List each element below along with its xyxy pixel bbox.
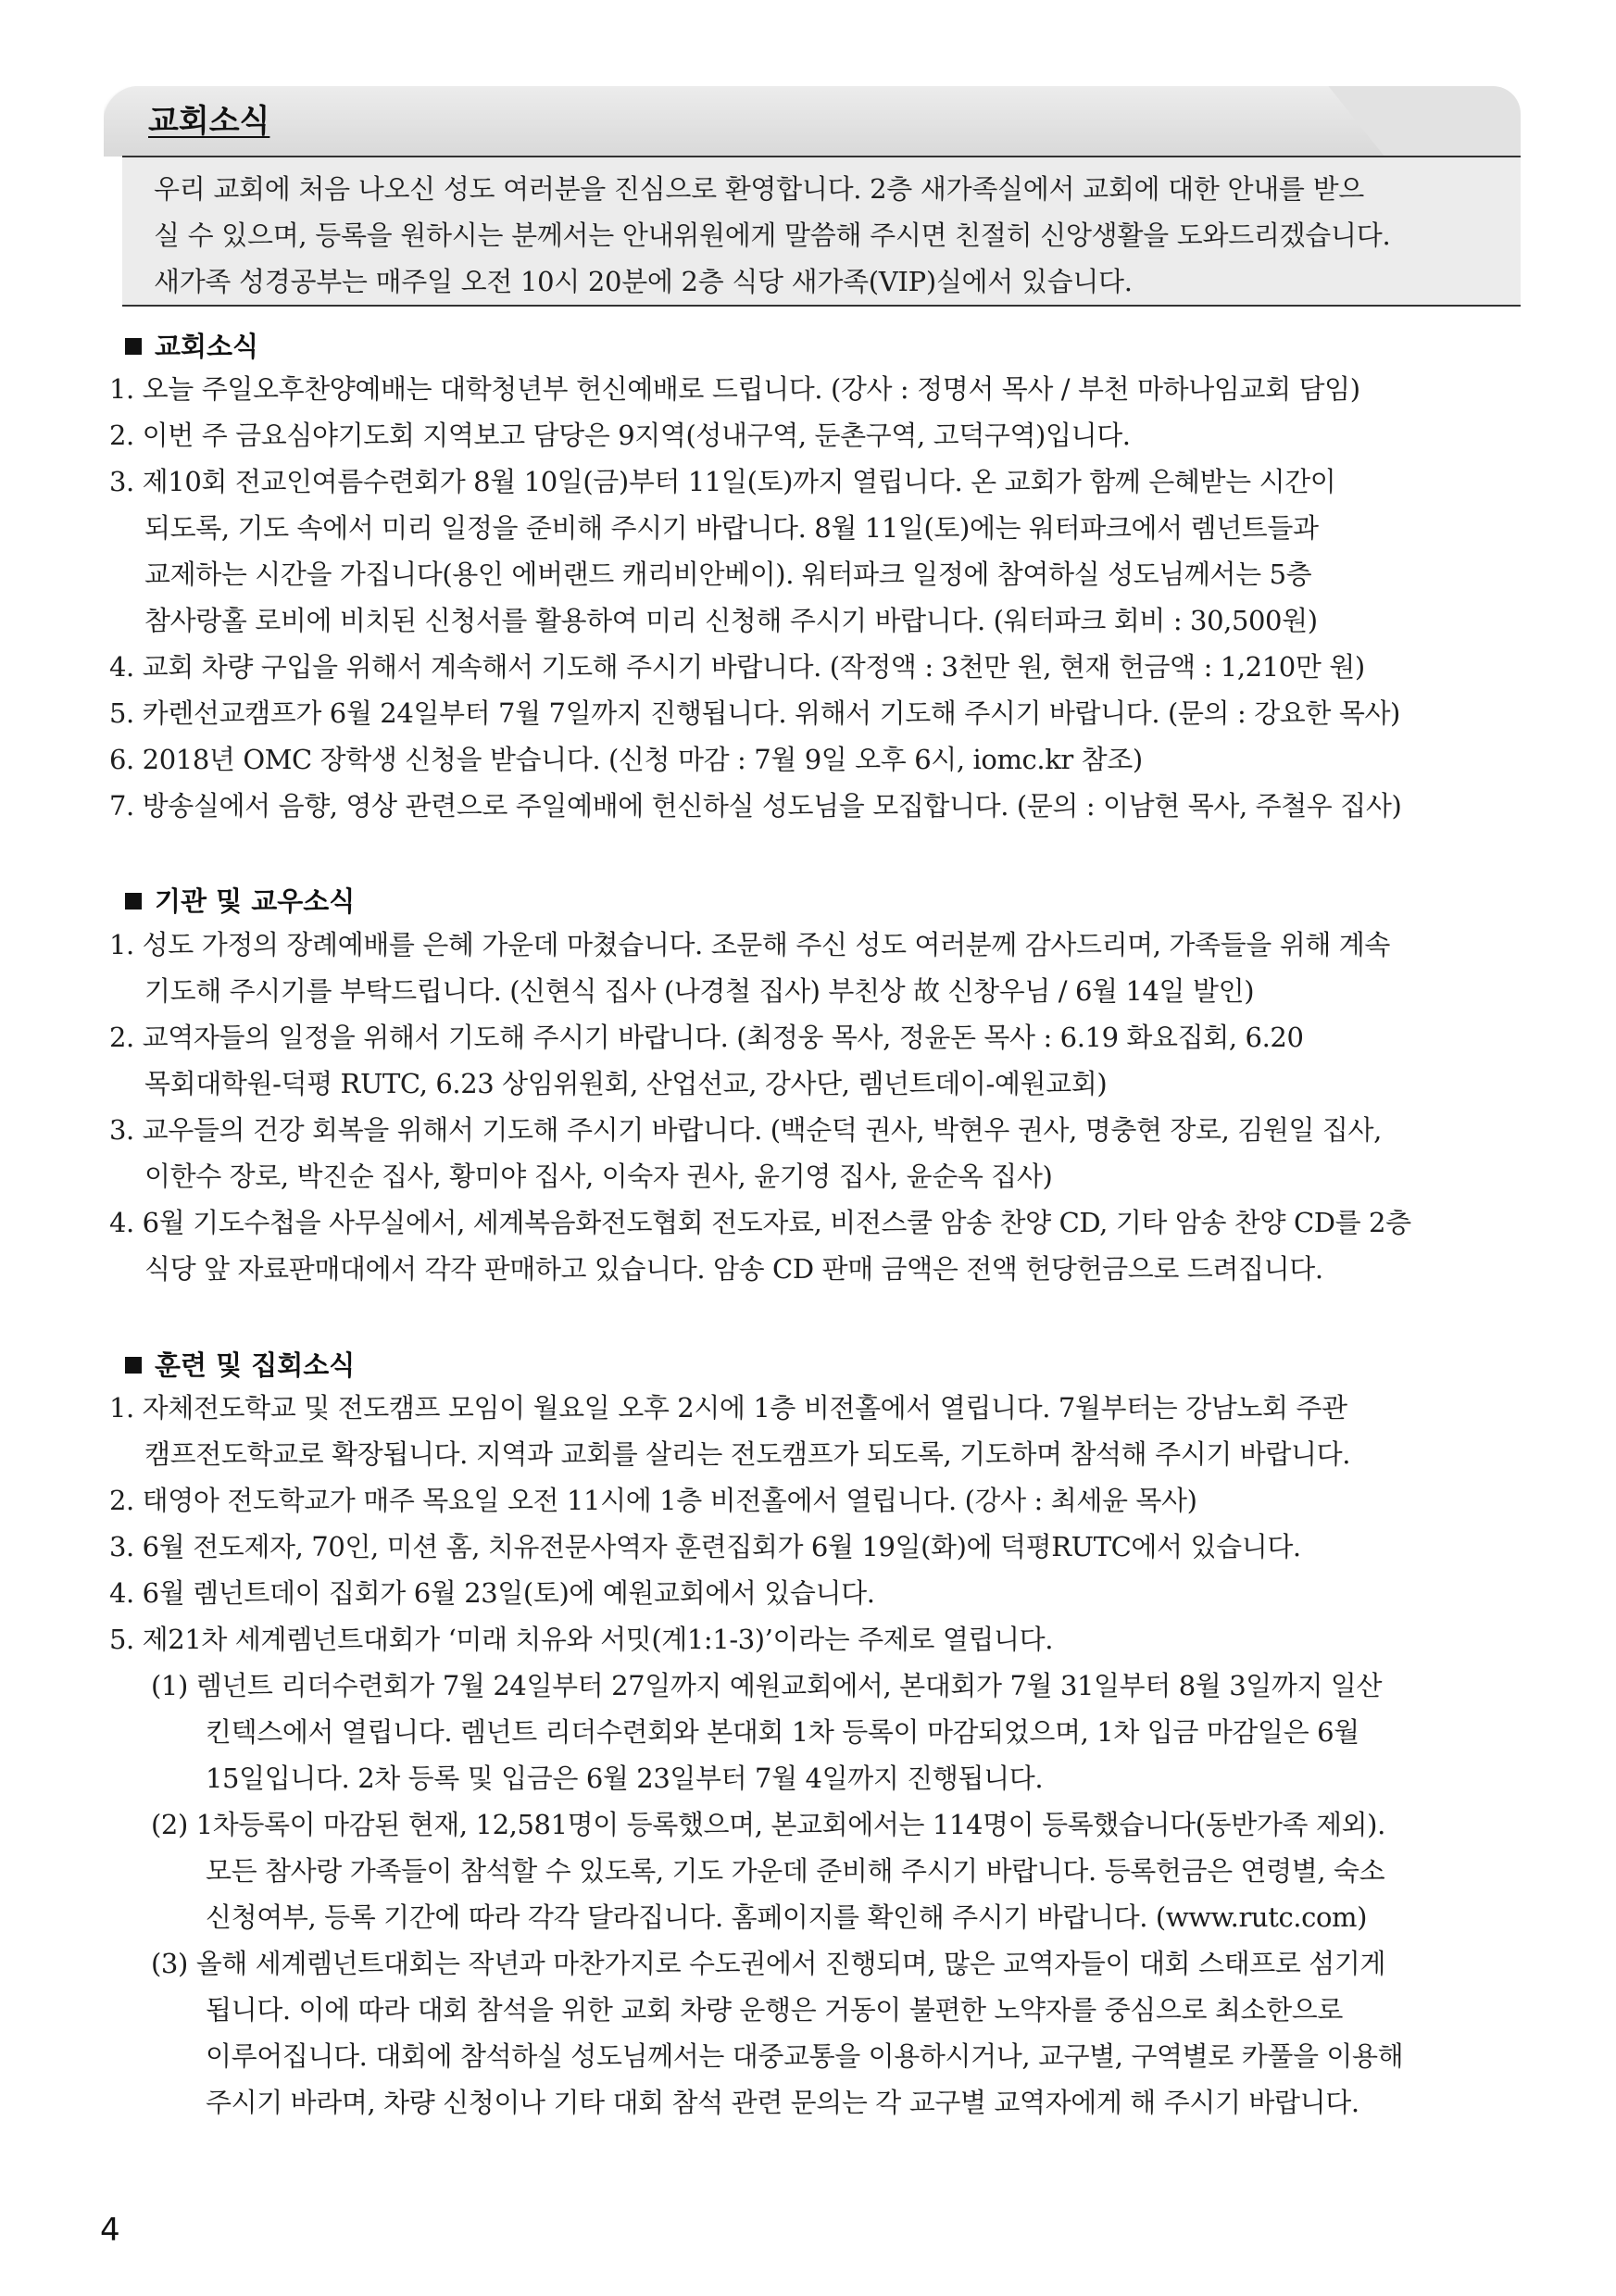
list-item: 3. 제10회 전교인여름수련회가 8월 10일(금)부터 11일(토)까지 열립니다. 온 교회가 함께 은혜받는 시간이: [109, 466, 1336, 497]
list-item-continued: 교제하는 시간을 가집니다(용인 에버랜드 캐리비안베이). 워터파크 일정에 참여하실 성도님께서는 5층: [144, 558, 1312, 590]
header-tab: [104, 86, 1511, 157]
list-item-continued: 캠프전도학교로 확장됩니다. 지역과 교회를 살리는 전도캠프가 되도록, 기도하며 참석해 주시기 바랍니다.: [144, 1438, 1351, 1470]
sub-item-continued: 신청여부, 등록 기간에 따라 각각 달라집니다. 홈페이지를 확인해 주시기 바랍니다. (www.rutc.com): [206, 1901, 1368, 1933]
list-item: 3. 6월 전도제자, 70인, 미션 홈, 치유전문사역자 훈련집회가 6월 19일(화)에 덕평RUTC에서 있습니다.: [109, 1531, 1301, 1562]
welcome-line: 우리 교회에 처음 나오신 성도 여러분을 진심으로 환영합니다. 2층 새가족실에서 교회에 대한 안내를 받으: [154, 173, 1364, 205]
section-title: 훈련 및 집회소식: [155, 1349, 356, 1381]
list-item-continued: 기도해 주시기를 부탁드립니다. (신현식 집사 (나경철 집사) 부친상 故 신창우님 / 6월 14일 발인): [144, 975, 1255, 1007]
list-item-continued: 참사랑홀 로비에 비치된 신청서를 활용하여 미리 신청해 주시기 바랍니다. (워터파크 회비 : 30,500원): [144, 605, 1318, 636]
list-item: 2. 교역자들의 일정을 위해서 기도해 주시기 바랍니다. (최정웅 목사, 정윤돈 목사 : 6.19 화요집회, 6.20: [109, 1022, 1304, 1053]
page-title: 교회소식: [148, 103, 270, 140]
sub-item: (3) 올해 세계렘넌트대회는 작년과 마찬가지로 수도권에서 진행되며, 많은 교역자들이 대회 스태프로 섬기게: [151, 1948, 1386, 1979]
sub-item: (2) 1차등록이 마감된 현재, 12,581명이 등록했으며, 본교회에서는 114명이 등록했습니다(동반가족 제외).: [151, 1809, 1385, 1840]
sub-item-continued: 킨텍스에서 열립니다. 렘넌트 리더수련회와 본대회 1차 등록이 마감되었으며, 1차 입금 마감일은 6월: [206, 1716, 1359, 1748]
list-item: 5. 제21차 세계렘넌트대회가 ‘미래 치유와 서밋(계1:1-3)’이라는 주제로 열립니다.: [109, 1624, 1054, 1655]
section-heading-training-news: [125, 1345, 355, 1383]
list-item: 2. 태영아 전도학교가 매주 목요일 오전 11시에 1층 비전홀에서 열립니다. (강사 : 최세윤 목사): [109, 1485, 1197, 1516]
list-item: 1. 성도 가정의 장례예배를 은혜 가운데 마쳤습니다. 조문해 주신 성도 여러분께 감사드리며, 가족들을 위해 계속: [109, 929, 1390, 960]
list-item: 7. 방송실에서 음향, 영상 관련으로 주일예배에 헌신하실 성도님을 모집합니다. (문의 : 이남현 목사, 주철우 집사): [109, 790, 1402, 822]
list-item: 3. 교우들의 건강 회복을 위해서 기도해 주시기 바랍니다. (백순덕 권사, 박현우 권사, 명충현 장로, 김원일 집사,: [109, 1114, 1382, 1146]
section-heading-member-news: [125, 881, 355, 919]
list-item: 4. 6월 렘넌트데이 집회가 6월 23일(토)에 예원교회에서 있습니다.: [109, 1577, 875, 1609]
section-title: 기관 및 교우소식: [155, 885, 356, 917]
welcome-line: 실 수 있으며, 등록을 원하시는 분께서는 안내위원에게 말씀해 주시면 친절히 신앙생활을 도와드리겠습니다.: [154, 220, 1391, 251]
list-item: 2. 이번 주 금요심야기도회 지역보고 담당은 9지역(성내구역, 둔촌구역, 고덕구역)입니다.: [109, 420, 1131, 451]
sub-item-continued: 이루어집니다. 대회에 참석하실 성도님께서는 대중교통을 이용하시거나, 교구별, 구역별로 카풀을 이용해: [206, 2040, 1404, 2072]
welcome-line: 새가족 성경공부는 매주일 오전 10시 20분에 2층 식당 새가족(VIP)실에서 있습니다.: [154, 266, 1133, 297]
list-item-continued: 식당 앞 자료판매대에서 각각 판매하고 있습니다. 암송 CD 판매 금액은 전액 헌당헌금으로 드려집니다.: [144, 1253, 1323, 1285]
list-item: 1. 자체전도학교 및 전도캠프 모임이 월요일 오후 2시에 1층 비전홀에서 열립니다. 7월부터는 강남노회 주관: [109, 1392, 1347, 1424]
square-bullet-icon: [125, 893, 142, 910]
list-item: 5. 카렌선교캠프가 6월 24일부터 7월 7일까지 진행됩니다. 위해서 기도해 주시기 바랍니다. (문의 : 강요한 목사): [109, 697, 1400, 729]
sub-item: (1) 렘넌트 리더수련회가 7월 24일부터 27일까지 예원교회에서, 본대회가 7월 31일부터 8월 3일까지 일산: [151, 1670, 1383, 1701]
section-heading-church-news: [125, 326, 258, 364]
square-bullet-icon: [125, 1357, 142, 1374]
page-number: 4: [100, 2212, 120, 2249]
list-item: 4. 교회 차량 구입을 위해서 계속해서 기도해 주시기 바랍니다. (작정액 : 3천만 원, 현재 헌금액 : 1,210만 원): [109, 651, 1365, 683]
sub-item-continued: 15일입니다. 2차 등록 및 입금은 6월 23일부터 7월 4일까지 진행됩니다.: [206, 1763, 1044, 1794]
sub-item-continued: 됩니다. 이에 따라 대회 참석을 위한 교회 차량 운행은 거동이 불편한 노약자를 중심으로 최소한으로: [206, 1994, 1344, 2026]
list-item: 4. 6월 기도수첩을 사무실에서, 세계복음화전도협회 전도자료, 비전스쿨 암송 찬양 CD, 기타 암송 찬양 CD를 2층: [109, 1207, 1411, 1238]
list-item-continued: 이한수 장로, 박진순 집사, 황미야 집사, 이숙자 권사, 윤기영 집사, 윤순옥 집사): [144, 1161, 1053, 1192]
sub-item-continued: 주시기 바라며, 차량 신청이나 기타 대회 참석 관련 문의는 각 교구별 교역자에게 해 주시기 바랍니다.: [206, 2087, 1359, 2118]
list-item: 6. 2018년 OMC 장학생 신청을 받습니다. (신청 마감 : 7월 9일 오후 6시, iomc.kr 참조): [109, 744, 1143, 775]
list-item-continued: 되도록, 기도 속에서 미리 일정을 준비해 주시기 바랍니다. 8월 11일(토)에는 워터파크에서 렘넌트들과: [144, 512, 1319, 544]
list-item-continued: 목회대학원-덕평 RUTC, 6.23 상임위원회, 산업선교, 강사단, 렘넌트데이-예원교회): [144, 1068, 1108, 1099]
list-item: 1. 오늘 주일오후찬양예배는 대학청년부 헌신예배로 드립니다. (강사 : 정명서 목사 / 부천 마하나임교회 담임): [109, 373, 1360, 405]
section-title: 교회소식: [155, 331, 259, 362]
square-bullet-icon: [125, 338, 142, 355]
sub-item-continued: 모든 참사랑 가족들이 참석할 수 있도록, 기도 가운데 준비해 주시기 바랍니다. 등록헌금은 연령별, 숙소: [206, 1855, 1385, 1887]
